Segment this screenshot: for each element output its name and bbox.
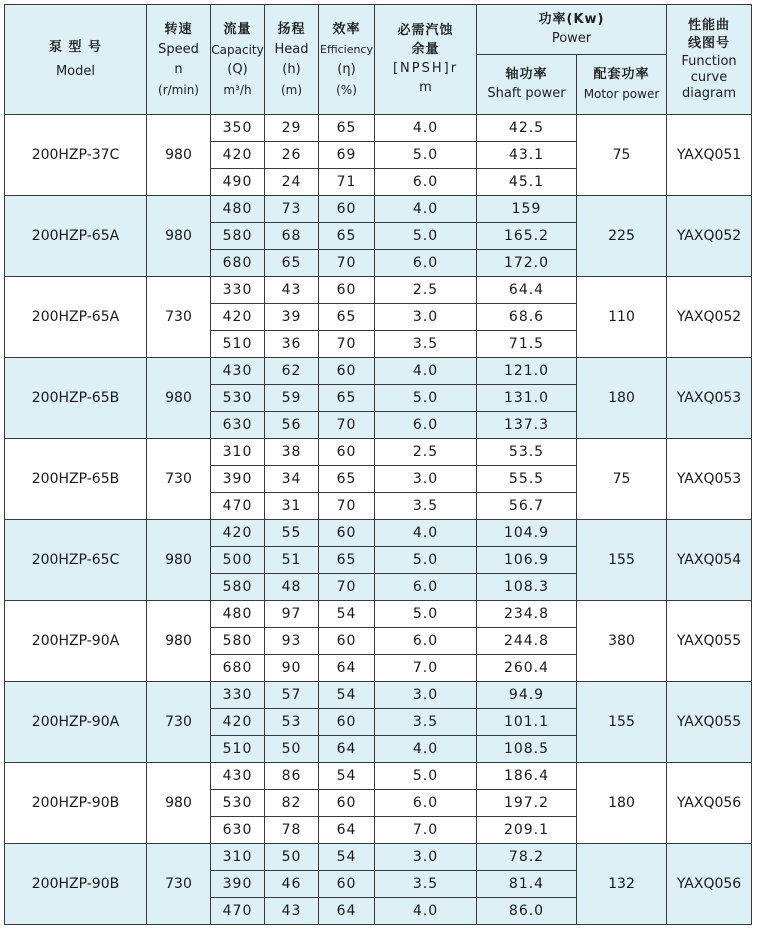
header-curve-en3: diagram — [681, 85, 737, 101]
efficiency-cell: 54 — [319, 601, 375, 628]
shaft-power-cell: 234.8 — [477, 601, 577, 628]
shaft-power-cell: 244.8 — [477, 628, 577, 655]
header-speed-en: Speed — [158, 41, 199, 57]
npsh-cell: 6.0 — [375, 790, 477, 817]
efficiency-cell: 60 — [319, 790, 375, 817]
shaft-power-cell: 64.4 — [477, 277, 577, 304]
head-cell: 24 — [265, 169, 319, 196]
header-model-en: Model — [55, 63, 96, 79]
shaft-power-cell: 78.2 — [477, 844, 577, 871]
head-cell: 97 — [265, 601, 319, 628]
head-cell: 93 — [265, 628, 319, 655]
npsh-cell: 7.0 — [375, 817, 477, 844]
head-cell: 65 — [265, 250, 319, 277]
efficiency-cell: 65 — [319, 385, 375, 412]
curve-id-cell: YAXQ053 — [667, 439, 752, 520]
model-cell: 200HZP-90A — [5, 601, 147, 682]
header-efficiency-cn: 效率 — [332, 21, 361, 37]
head-cell: 29 — [265, 115, 319, 142]
header-efficiency-unit: (%) — [336, 82, 357, 97]
head-cell: 43 — [265, 277, 319, 304]
table-row — [5, 601, 752, 628]
efficiency-cell: 70 — [319, 574, 375, 601]
shaft-power-cell: 45.1 — [477, 169, 577, 196]
npsh-cell: 2.5 — [375, 439, 477, 466]
efficiency-cell: 64 — [319, 898, 375, 925]
shaft-power-cell: 86.0 — [477, 898, 577, 925]
capacity-cell: 680 — [211, 250, 265, 277]
capacity-cell: 350 — [211, 115, 265, 142]
shaft-power-cell: 94.9 — [477, 682, 577, 709]
table-row — [5, 277, 752, 304]
header-head-sym: (h) — [282, 61, 301, 77]
curve-id-cell: YAXQ053 — [667, 358, 752, 439]
table-row — [5, 520, 752, 547]
npsh-cell: 4.0 — [375, 196, 477, 223]
npsh-cell: 3.5 — [375, 709, 477, 736]
head-cell: 68 — [265, 223, 319, 250]
shaft-power-cell: 108.5 — [477, 736, 577, 763]
header-motor-en: Motor power — [583, 87, 660, 101]
shaft-power-cell: 104.9 — [477, 520, 577, 547]
capacity-cell: 330 — [211, 277, 265, 304]
header-shaft-en: Shaft power — [487, 86, 566, 101]
speed-cell: 980 — [147, 763, 211, 844]
shaft-power-cell: 106.9 — [477, 547, 577, 574]
efficiency-cell: 65 — [319, 304, 375, 331]
capacity-cell: 510 — [211, 736, 265, 763]
capacity-cell: 420 — [211, 520, 265, 547]
motor-power-cell: 75 — [577, 439, 667, 520]
model-cell: 200HZP-90B — [5, 763, 147, 844]
header-speed-sym: n — [174, 61, 183, 77]
curve-id-cell: YAXQ055 — [667, 601, 752, 682]
head-cell: 31 — [265, 493, 319, 520]
capacity-cell: 430 — [211, 358, 265, 385]
efficiency-cell: 70 — [319, 250, 375, 277]
head-cell: 46 — [265, 871, 319, 898]
capacity-cell: 510 — [211, 331, 265, 358]
shaft-power-cell: 81.4 — [477, 871, 577, 898]
shaft-power-cell: 55.5 — [477, 466, 577, 493]
head-cell: 38 — [265, 439, 319, 466]
header-curve-en1: Function — [681, 53, 737, 69]
motor-power-cell: 132 — [577, 844, 667, 925]
motor-power-cell: 380 — [577, 601, 667, 682]
capacity-cell: 490 — [211, 169, 265, 196]
table-row — [5, 439, 752, 466]
efficiency-cell: 65 — [319, 223, 375, 250]
spec-table-wrapper — [4, 4, 752, 925]
shaft-power-cell: 159 — [477, 196, 577, 223]
npsh-cell: 5.0 — [375, 763, 477, 790]
efficiency-cell: 71 — [319, 169, 375, 196]
efficiency-cell: 65 — [319, 115, 375, 142]
header-curve-cn2: 线图号 — [687, 35, 730, 51]
model-cell: 200HZP-65A — [5, 277, 147, 358]
head-cell: 57 — [265, 682, 319, 709]
motor-power-cell: 180 — [577, 358, 667, 439]
header-head-cn: 扬程 — [277, 21, 306, 37]
capacity-cell: 500 — [211, 547, 265, 574]
efficiency-cell: 70 — [319, 412, 375, 439]
capacity-cell: 390 — [211, 871, 265, 898]
efficiency-cell: 60 — [319, 520, 375, 547]
curve-id-cell: YAXQ051 — [667, 115, 752, 196]
head-cell: 34 — [265, 466, 319, 493]
motor-power-cell: 155 — [577, 520, 667, 601]
capacity-cell: 470 — [211, 898, 265, 925]
header-curve-en2: curve — [690, 69, 728, 85]
npsh-cell: 6.0 — [375, 628, 477, 655]
header-efficiency-en: Efficiency — [320, 42, 373, 56]
capacity-cell: 310 — [211, 439, 265, 466]
shaft-power-cell: 42.5 — [477, 115, 577, 142]
table-header — [5, 5, 752, 115]
capacity-cell: 330 — [211, 682, 265, 709]
header-capacity-cn: 流量 — [223, 21, 252, 37]
efficiency-cell: 54 — [319, 844, 375, 871]
shaft-power-cell: 260.4 — [477, 655, 577, 682]
head-cell: 62 — [265, 358, 319, 385]
motor-power-cell: 75 — [577, 115, 667, 196]
head-cell: 26 — [265, 142, 319, 169]
npsh-cell: 4.0 — [375, 736, 477, 763]
capacity-cell: 580 — [211, 628, 265, 655]
capacity-cell: 480 — [211, 196, 265, 223]
efficiency-cell: 60 — [319, 709, 375, 736]
npsh-cell: 5.0 — [375, 601, 477, 628]
model-cell: 200HZP-37C — [5, 115, 147, 196]
table-row — [5, 115, 752, 142]
header-power-en: Power — [551, 31, 592, 46]
head-cell: 53 — [265, 709, 319, 736]
efficiency-cell: 64 — [319, 736, 375, 763]
capacity-cell: 310 — [211, 844, 265, 871]
head-cell: 39 — [265, 304, 319, 331]
npsh-cell: 6.0 — [375, 574, 477, 601]
shaft-power-cell: 131.0 — [477, 385, 577, 412]
npsh-cell: 3.0 — [375, 304, 477, 331]
capacity-cell: 390 — [211, 466, 265, 493]
shaft-power-cell: 172.0 — [477, 250, 577, 277]
head-cell: 50 — [265, 844, 319, 871]
capacity-cell: 420 — [211, 709, 265, 736]
efficiency-cell: 64 — [319, 817, 375, 844]
head-cell: 55 — [265, 520, 319, 547]
npsh-cell: 3.5 — [375, 493, 477, 520]
npsh-cell: 5.0 — [375, 547, 477, 574]
efficiency-cell: 64 — [319, 655, 375, 682]
head-cell: 73 — [265, 196, 319, 223]
header-motor-cn: 配套功率 — [593, 67, 650, 82]
efficiency-cell: 70 — [319, 331, 375, 358]
curve-id-cell: YAXQ056 — [667, 844, 752, 925]
curve-id-cell: YAXQ052 — [667, 277, 752, 358]
npsh-cell: 3.5 — [375, 331, 477, 358]
shaft-power-cell: 101.1 — [477, 709, 577, 736]
shaft-power-cell: 43.1 — [477, 142, 577, 169]
speed-cell: 730 — [147, 682, 211, 763]
capacity-cell: 420 — [211, 304, 265, 331]
model-cell: 200HZP-90A — [5, 682, 147, 763]
header-curve — [667, 5, 752, 115]
efficiency-cell: 60 — [319, 196, 375, 223]
header-head-en: Head — [274, 41, 309, 57]
capacity-cell: 530 — [211, 385, 265, 412]
speed-cell: 730 — [147, 844, 211, 925]
efficiency-cell: 60 — [319, 277, 375, 304]
shaft-power-cell: 137.3 — [477, 412, 577, 439]
efficiency-cell: 60 — [319, 871, 375, 898]
model-cell: 200HZP-65A — [5, 196, 147, 277]
head-cell: 43 — [265, 898, 319, 925]
header-model — [5, 5, 147, 115]
model-cell: 200HZP-90B — [5, 844, 147, 925]
npsh-cell: 4.0 — [375, 898, 477, 925]
header-npsh-unit: m — [419, 80, 432, 95]
head-cell: 59 — [265, 385, 319, 412]
speed-cell: 980 — [147, 115, 211, 196]
capacity-cell: 430 — [211, 763, 265, 790]
head-cell: 36 — [265, 331, 319, 358]
header-power-cn: 功率(Kw) — [538, 12, 605, 27]
header-head — [265, 5, 319, 115]
npsh-cell: 5.0 — [375, 223, 477, 250]
shaft-power-cell: 186.4 — [477, 763, 577, 790]
efficiency-cell: 65 — [319, 466, 375, 493]
model-cell: 200HZP-65C — [5, 520, 147, 601]
efficiency-cell: 54 — [319, 682, 375, 709]
npsh-cell: 6.0 — [375, 250, 477, 277]
curve-id-cell: YAXQ052 — [667, 196, 752, 277]
capacity-cell: 530 — [211, 790, 265, 817]
head-cell: 56 — [265, 412, 319, 439]
efficiency-cell: 60 — [319, 628, 375, 655]
shaft-power-cell: 68.6 — [477, 304, 577, 331]
speed-cell: 980 — [147, 196, 211, 277]
motor-power-cell: 225 — [577, 196, 667, 277]
header-npsh-cn1: 必需汽蚀 — [397, 23, 454, 38]
efficiency-cell: 54 — [319, 763, 375, 790]
speed-cell: 980 — [147, 358, 211, 439]
npsh-cell: 3.0 — [375, 682, 477, 709]
npsh-cell: 3.0 — [375, 844, 477, 871]
npsh-cell: 5.0 — [375, 142, 477, 169]
head-cell: 48 — [265, 574, 319, 601]
header-speed-unit: (r/min) — [158, 82, 199, 97]
shaft-power-cell: 197.2 — [477, 790, 577, 817]
header-power — [477, 5, 667, 55]
efficiency-cell: 65 — [319, 547, 375, 574]
npsh-cell: 3.5 — [375, 871, 477, 898]
header-efficiency — [319, 5, 375, 115]
motor-power-cell: 110 — [577, 277, 667, 358]
model-cell: 200HZP-65B — [5, 358, 147, 439]
header-curve-cn1: 性能曲 — [687, 17, 730, 33]
table-row — [5, 358, 752, 385]
capacity-cell: 680 — [211, 655, 265, 682]
curve-id-cell: YAXQ055 — [667, 682, 752, 763]
table-row — [5, 844, 752, 871]
shaft-power-cell: 165.2 — [477, 223, 577, 250]
head-cell: 82 — [265, 790, 319, 817]
capacity-cell: 580 — [211, 574, 265, 601]
efficiency-cell: 60 — [319, 358, 375, 385]
head-cell: 90 — [265, 655, 319, 682]
table-row — [5, 682, 752, 709]
shaft-power-cell: 121.0 — [477, 358, 577, 385]
header-speed-cn: 转速 — [164, 21, 193, 37]
npsh-cell: 2.5 — [375, 277, 477, 304]
model-cell: 200HZP-65B — [5, 439, 147, 520]
npsh-cell: 6.0 — [375, 412, 477, 439]
pump-spec-table — [4, 4, 752, 925]
shaft-power-cell: 108.3 — [477, 574, 577, 601]
capacity-cell: 580 — [211, 223, 265, 250]
npsh-cell: 5.0 — [375, 385, 477, 412]
npsh-cell: 4.0 — [375, 358, 477, 385]
header-efficiency-sym: (η) — [337, 61, 356, 77]
header-capacity-sym: (Q) — [227, 61, 248, 77]
header-speed — [147, 5, 211, 115]
header-npsh-cn2: 余量 — [411, 42, 440, 57]
header-npsh — [375, 5, 477, 115]
header-capacity-unit: m³/h — [223, 82, 252, 97]
shaft-power-cell: 209.1 — [477, 817, 577, 844]
capacity-cell: 420 — [211, 142, 265, 169]
speed-cell: 980 — [147, 601, 211, 682]
efficiency-cell: 69 — [319, 142, 375, 169]
shaft-power-cell: 56.7 — [477, 493, 577, 520]
capacity-cell: 480 — [211, 601, 265, 628]
table-row — [5, 763, 752, 790]
head-cell: 86 — [265, 763, 319, 790]
speed-cell: 730 — [147, 439, 211, 520]
table-body — [5, 115, 752, 925]
head-cell: 51 — [265, 547, 319, 574]
efficiency-cell: 60 — [319, 439, 375, 466]
curve-id-cell: YAXQ054 — [667, 520, 752, 601]
capacity-cell: 630 — [211, 817, 265, 844]
head-cell: 50 — [265, 736, 319, 763]
npsh-cell: 3.0 — [375, 466, 477, 493]
npsh-cell: 6.0 — [375, 169, 477, 196]
speed-cell: 730 — [147, 277, 211, 358]
capacity-cell: 470 — [211, 493, 265, 520]
header-head-unit: (m) — [280, 82, 303, 97]
header-npsh-en: [NPSH]r — [392, 61, 459, 76]
table-row — [5, 196, 752, 223]
header-shaft-cn: 轴功率 — [505, 67, 548, 82]
shaft-power-cell: 71.5 — [477, 331, 577, 358]
header-motor-power — [577, 55, 667, 115]
capacity-cell: 630 — [211, 412, 265, 439]
motor-power-cell: 155 — [577, 682, 667, 763]
npsh-cell: 4.0 — [375, 520, 477, 547]
head-cell: 78 — [265, 817, 319, 844]
header-shaft-power — [477, 55, 577, 115]
efficiency-cell: 70 — [319, 493, 375, 520]
speed-cell: 980 — [147, 520, 211, 601]
npsh-cell: 4.0 — [375, 115, 477, 142]
header-capacity — [211, 5, 265, 115]
motor-power-cell: 180 — [577, 763, 667, 844]
shaft-power-cell: 53.5 — [477, 439, 577, 466]
npsh-cell: 7.0 — [375, 655, 477, 682]
curve-id-cell: YAXQ056 — [667, 763, 752, 844]
header-model-cn: 泵 型 号 — [48, 39, 103, 55]
header-capacity-en: Capacity — [211, 42, 264, 57]
